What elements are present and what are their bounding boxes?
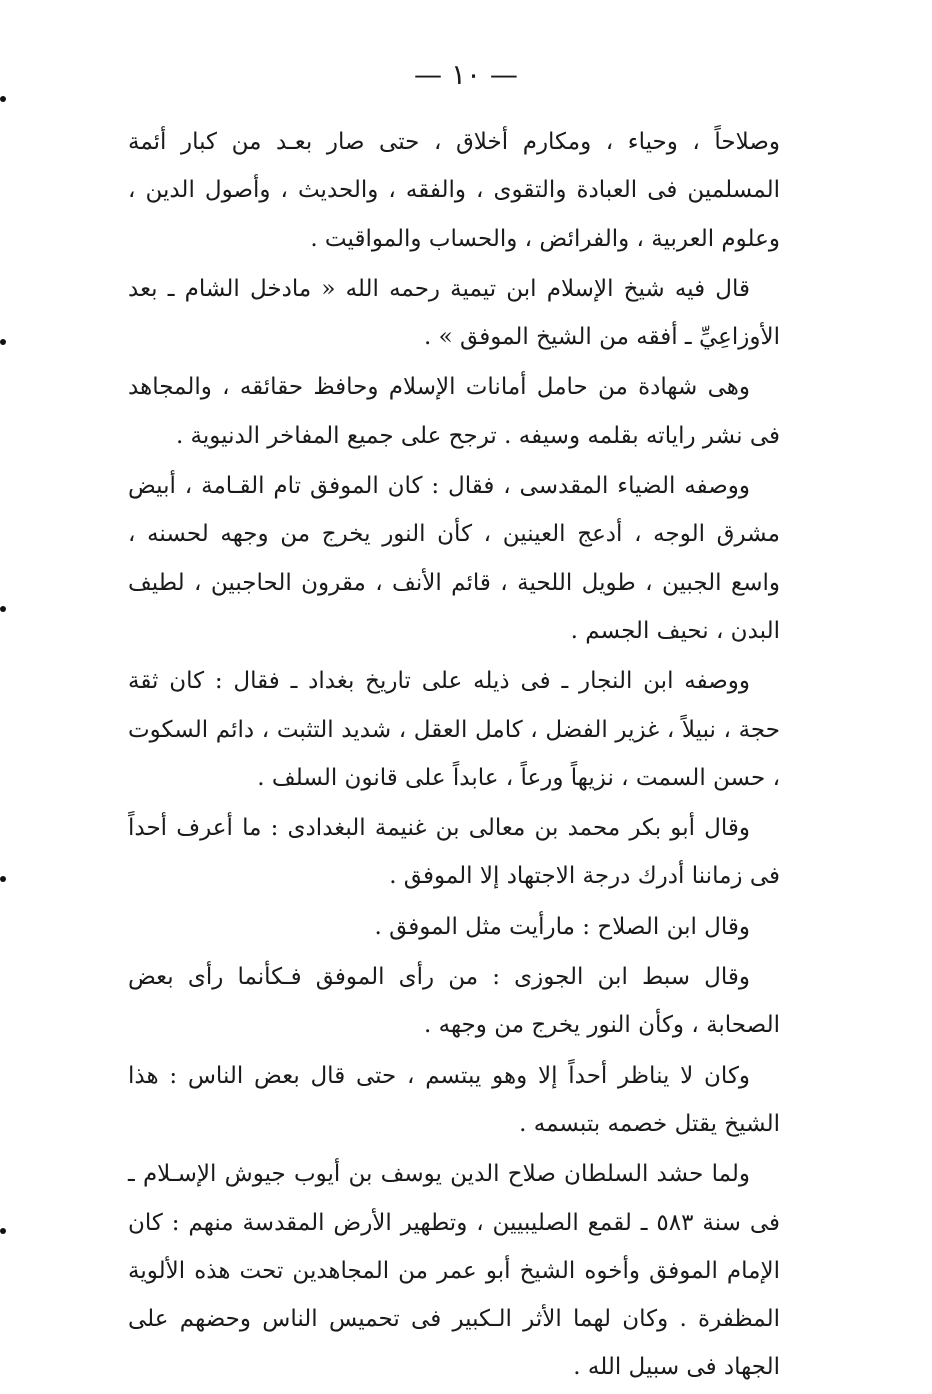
- paragraph-9: وكان لا يناظر أحداً إلا وهو يبتسم ، حتى قال بعض الناس : هذا الشيخ يقتل خصمه بتبسمه .: [128, 1062, 780, 1137]
- scan-mark: [0, 1228, 6, 1234]
- scan-mark: [0, 606, 6, 612]
- paragraph-5: ووصفه ابن النجار ـ فى ذيله على تاريخ بغداد ـ فقال : كان ثقة حجة ، نبيلاً ، غزير الفضل ، كامل العقل ، شديد التثبت ، دائم السكوت ، حسن السمت ، نزيهاً ورعاً ، عابداً على قانون السلف .: [128, 668, 780, 791]
- paragraph-8: وقال سبط ابن الجوزى : من رأى الموفق فـكأنما رأى بعض الصحابة ، وكأن النور يخرج من وجهه .: [128, 964, 780, 1039]
- scan-mark: [0, 876, 6, 882]
- paragraph-6: وقال أبو بكر محمد بن معالى بن غنيمة البغدادى : ما أعرف أحداً فى زماننا أدرك درجة الاجتهاد إلا الموفق .: [128, 815, 780, 890]
- paragraph-10: ولما حشد السلطان صلاح الدين يوسف بن أيوب جيوش الإسـلام ـ فى سنة ٥٨٣ ـ لقمع الصليبيين ، وتطهير الأرض المقدسة منهم : كان الإمام الموفق وأخوه الشيخ أبو عمر من المجاهدين تحت هذه الألوية المظفرة . وكان لهما الأثر الـكبير فى تحميس الناس وحضهم على الجهاد فى سبيل الله .: [128, 1161, 780, 1381]
- paragraph-7: وقال ابن الصلاح : مارأيت مثل الموفق .: [374, 913, 750, 940]
- paragraph-4: ووصفه الضياء المقدسى ، فقال : كان الموفق تام القـامة ، أبيض مشرق الوجه ، أدعج العينين ، كأن النور يخرج من وجهه لحسنه ، واسع الجبين ، طويل اللحية ، قائم الأنف ، مقرون الحاجبين ، لطيف البدن ، نحيف الجسم .: [128, 473, 780, 644]
- page-body-text: [128, 118, 780, 1394]
- scan-mark: [0, 339, 6, 345]
- paragraph-2: قال فيه شيخ الإسلام ابن تيمية رحمه الله « مادخل الشام ـ بعد الأوزاعِيِّ ـ أفقه من الشيخ الموفق » .: [128, 275, 780, 351]
- page-number: — ١٠ —: [414, 58, 518, 91]
- paragraph-1: وصلاحاً ، وحياء ، ومكارم أخلاق ، حتى صار بعـد من كبار أئمة المسلمين فى العبادة والتقوى ، والفقه ، والحديث ، وأصول الدين ، وعلوم العربية ، والفرائض ، والحساب والمواقيت .: [128, 129, 780, 252]
- paragraph-3: وهى شهادة من حامل أمانات الإسلام وحافظ حقائقه ، والمجاهد فى نشر راياته بقلمه وسيفه . ترجح على جميع المفاخر الدنيوية .: [128, 374, 780, 449]
- scan-mark: [0, 96, 6, 102]
